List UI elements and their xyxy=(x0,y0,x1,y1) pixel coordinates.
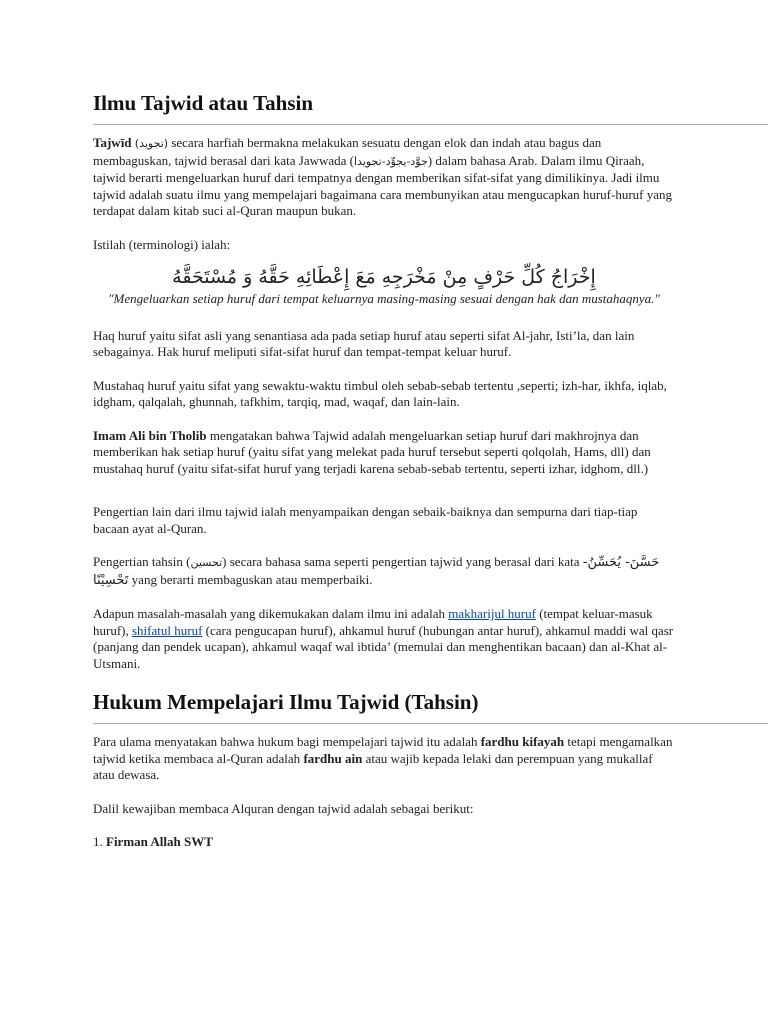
paragraph-definition xyxy=(93,135,675,220)
term-fardhu-kifayah: fardhu kifayah xyxy=(480,734,565,749)
definition-text-2: ) dalam bahasa Arab. Dalam ilmu Qiraah, tajwid berarti mengeluarkan huruf dari tempatnya dengan memberikan sifat-sifat yang dimilikinya. Jadi ilmu tajwid adalah suatu ilmu yang mempelajari bagaimana cara membunyikan atau mengucapkan huruf-huruf yang terdapat dalam kitab suci al-Quran maupun bukan. xyxy=(93,152,673,218)
definition-text-1: secara harfiah bermakna melakukan sesuatu dengan elok dan indah atau bagus dan membaguskan, tajwid berasal dari kata Jawwada ( xyxy=(93,135,602,168)
paragraph-tahsin xyxy=(93,554,675,589)
paragraph-masalah xyxy=(93,606,675,672)
arabic-tahsin: تحسين xyxy=(190,556,223,569)
quote-translation: "Mengeluarkan setiap huruf dari tempat keluarnya masing-masing sesuai dengan hak dan mustahaqnya." xyxy=(108,291,660,306)
spacer xyxy=(93,494,675,504)
paragraph-hukum xyxy=(93,734,675,784)
arabic-quote: إِخْرَاجُ كُلِّ حَرْفٍ مِنْ مَخْرَجِهِ مَعَ إِعْطَائِهِ حَقَّهُ وَ مُسْتَحَقَّهُ xyxy=(172,266,596,288)
paragraph-pengertian-lain: Pengertian lain dari ilmu tajwid ialah menyampaikan dengan sebaik-baiknya dan sempurna dari tiap-tiap bacaan ayat al-Quran. xyxy=(93,504,638,536)
heading-divider xyxy=(93,124,768,125)
tahsin-text-2: ) secara bahasa sama seperti pengertian tajwid yang berasal dari kata xyxy=(222,554,583,569)
list-item-firman xyxy=(93,834,675,851)
arabic-hassana: حَسَّنَ- يُحَسِّنُ- تَحْسِيْنًا xyxy=(93,555,660,588)
heading-divider-2 xyxy=(93,723,768,724)
tahsin-text-1: Pengertian tahsin ( xyxy=(93,554,191,569)
paragraph-imam-ali xyxy=(93,428,675,478)
paragraph-mustahaq-huruf: Mustahaq huruf yaitu sifat yang sewaktu-waktu timbul oleh sebab-sebab tertentu ,seperti; izh-har, ikhfa, iqlab, idgham, qalqalah, ghunnah, tafkhim, tarqiq, mad, waqaf, dan lain-lain. xyxy=(93,377,667,409)
hukum-text-3: atau wajib kepada lelaki dan perempuan yang mukallaf atau dewasa. xyxy=(93,750,653,782)
term-fardhu-ain: fardhu ain xyxy=(303,750,363,766)
hukum-text-1: Para ulama menyatakan bahwa hukum bagi mempelajari tajwid itu adalah xyxy=(93,734,481,749)
section-title-tajwid: Ilmu Tajwid atau Tahsin xyxy=(93,91,314,115)
list-number: 1. xyxy=(93,834,106,849)
arabic-jawwada: جوَّد-يجوِّد-تجويدا xyxy=(353,154,428,168)
tahsin-text-3: yang berarti membaguskan atau memperbaiki. xyxy=(128,571,373,587)
arabic-tajwid: (تجويد) xyxy=(134,137,169,150)
paragraph-istilah: Istilah (terminologi) ialah: xyxy=(93,236,231,252)
term-tajwid: Tajwīd xyxy=(93,135,132,150)
section-title-hukum: Hukum Mempelajari Ilmu Tajwid (Tahsin) xyxy=(93,690,479,714)
masalah-text-3: (cara pengucapan huruf), ahkamul huruf (hubungan antar huruf), ahkamul maddi wal qasr (panjang dan pendek ucapan), ahkamul waqaf wal ibtida’ (memulai dan menghentikan bacaan) dan al-Khat al-Utsmani. xyxy=(93,622,674,671)
masalah-text-2: (tempat keluar-masuk huruf), xyxy=(93,606,653,638)
list-item-title: Firman Allah SWT xyxy=(106,834,213,849)
link-shifatul-huruf[interactable]: shifatul huruf xyxy=(132,622,203,638)
paragraph-haq-huruf: Haq huruf yaitu sifat asli yang senantiasa ada pada setiap huruf atau seperti sifat Al-jahr, Isti’la, dan lain sebagainya. Hak huruf meliputi sifat-sifat huruf dan tempat-tempat keluar huruf. xyxy=(93,327,635,359)
imam-text: mengatakan bahwa Tajwid adalah mengeluarkan setiap huruf dari makhrojnya dan memberikan hak setiap huruf (yaitu sifat yang melekat pada huruf tersebut seperti qolqolah, Hams, dll) dan mustahaq huruf (yaitu sifat-sifat huruf yang terjadi karena sebab-sebab tertentu, seperti izhar, idghom, dll.) xyxy=(93,427,651,476)
link-makharijul-huruf[interactable]: makharijul huruf xyxy=(448,606,536,621)
article-content xyxy=(93,80,675,868)
imam-name: Imam Ali bin Tholib xyxy=(93,427,207,443)
masalah-text-1: Adapun masalah-masalah yang dikemukakan dalam ilmu ini adalah xyxy=(93,606,449,621)
hukum-text-2: tetapi mengamalkan tajwid ketika membaca al-Quran adalah xyxy=(93,734,673,766)
paragraph-dalil: Dalil kewajiban membaca Alquran dengan tajwid adalah sebagai berikut: xyxy=(93,800,474,816)
